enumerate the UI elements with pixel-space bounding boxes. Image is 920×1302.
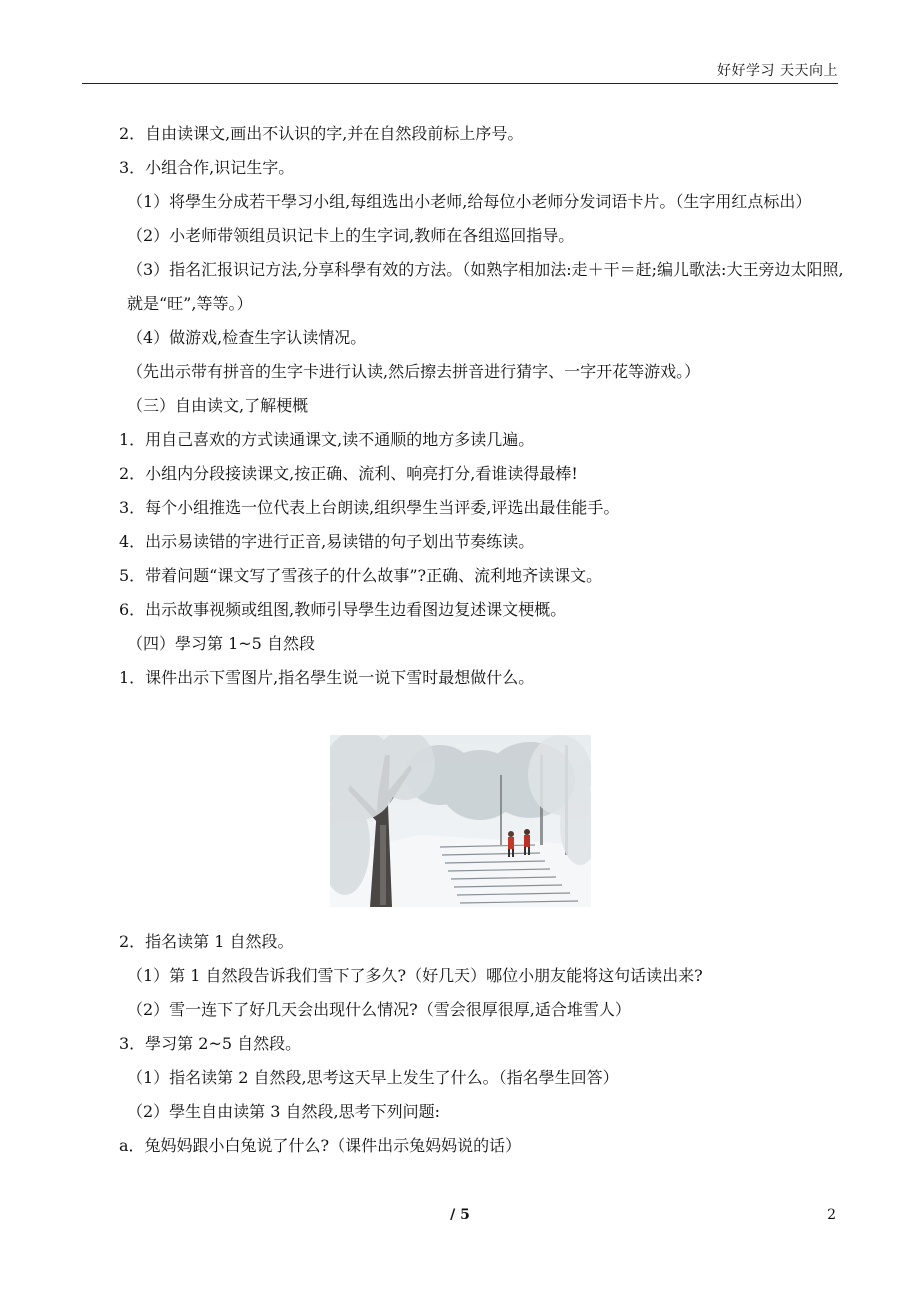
paragraph-line: 2．小组内分段接读课文,按正确、流利、响亮打分,看谁读得最棒!: [119, 464, 578, 483]
paragraph-line: （先出示带有拼音的生字卡进行认读,然后擦去拼音进行猜字、一字开花等游戏。）: [127, 362, 701, 381]
paragraph-line: 2．自由读课文,画出不认识的字,并在自然段前标上序号。: [119, 124, 524, 143]
paragraph-text: （3）指名汇报识记方法,分享科學有效的方法。（如熟字相加法:走＋干＝赶;编儿歌法:大王旁边太阳照,就是“旺”,等等。）: [127, 260, 844, 313]
text-block-2: [117, 925, 839, 1163]
paragraph-line: 1．用自己喜欢的方式读通课文,读不通顺的地方多读几遍。: [119, 430, 535, 449]
text-block-1: [117, 117, 844, 695]
header-divider: [82, 83, 838, 84]
paragraph-line: （4）做游戏,检查生字认读情况。: [127, 328, 367, 347]
paragraph-line: 5．带着问题“课文写了雪孩子的什么故事”?正确、流利地齐读课文。: [119, 566, 603, 585]
paragraph-line: [0, 185, 849, 219]
paragraph-line: 2．指名读第 1 自然段。: [119, 932, 294, 951]
page-total: / 5: [450, 1207, 470, 1223]
section-heading: （四）學习第 1~5 自然段: [127, 634, 315, 653]
paragraph-line: 1．课件出示下雪图片,指名學生说一说下雪时最想做什么。: [119, 668, 535, 687]
paragraph-line: [0, 253, 849, 321]
paragraph-line: （2）學生自由读第 3 自然段,思考下列问题:: [127, 1102, 441, 1121]
paragraph-line: 6．出示故事视频或组图,教师引导學生边看图边复述课文梗概。: [119, 600, 567, 619]
paragraph-line: （2）雪一连下了好几天会出现什么情况?（雪会很厚很厚,适合堆雪人）: [127, 1000, 631, 1019]
section-heading: （三）自由读文,了解梗概: [127, 396, 309, 415]
header-slogan: 好好学习 天天向上: [717, 63, 838, 79]
paragraph-line: （1）指名读第 2 自然段,思考这天早上发生了什么。（指名學生回答）: [127, 1068, 619, 1087]
paragraph-line: 4．出示易读错的字进行正音,易读错的句子划出节奏练读。: [119, 532, 535, 551]
paragraph-line: 3．小组合作,识记生字。: [119, 158, 295, 177]
paragraph-line: a．兔妈妈跟小白兔说了什么?（课件出示兔妈妈说的话）: [119, 1136, 522, 1155]
paragraph-line: （2）小老师带领组员识记卡上的生字词,教师在各组巡回指导。: [127, 226, 575, 245]
page-number: 2: [827, 1207, 836, 1223]
paragraph-line: （1）第 1 自然段告诉我们雪下了多久?（好几天）哪位小朋友能将这句话读出来?: [127, 966, 703, 985]
snow-scene-image: [330, 735, 591, 907]
paragraph-line: 3．每个小组推选一位代表上台朗读,组织學生当评委,评选出最佳能手。: [119, 498, 620, 517]
paragraph-text: （1）将學生分成若干學习小组,每组选出小老师,给每位小老师分发词语卡片。（生字用红点标出）: [127, 192, 812, 211]
paragraph-line: 3．學习第 2~5 自然段。: [119, 1034, 302, 1053]
